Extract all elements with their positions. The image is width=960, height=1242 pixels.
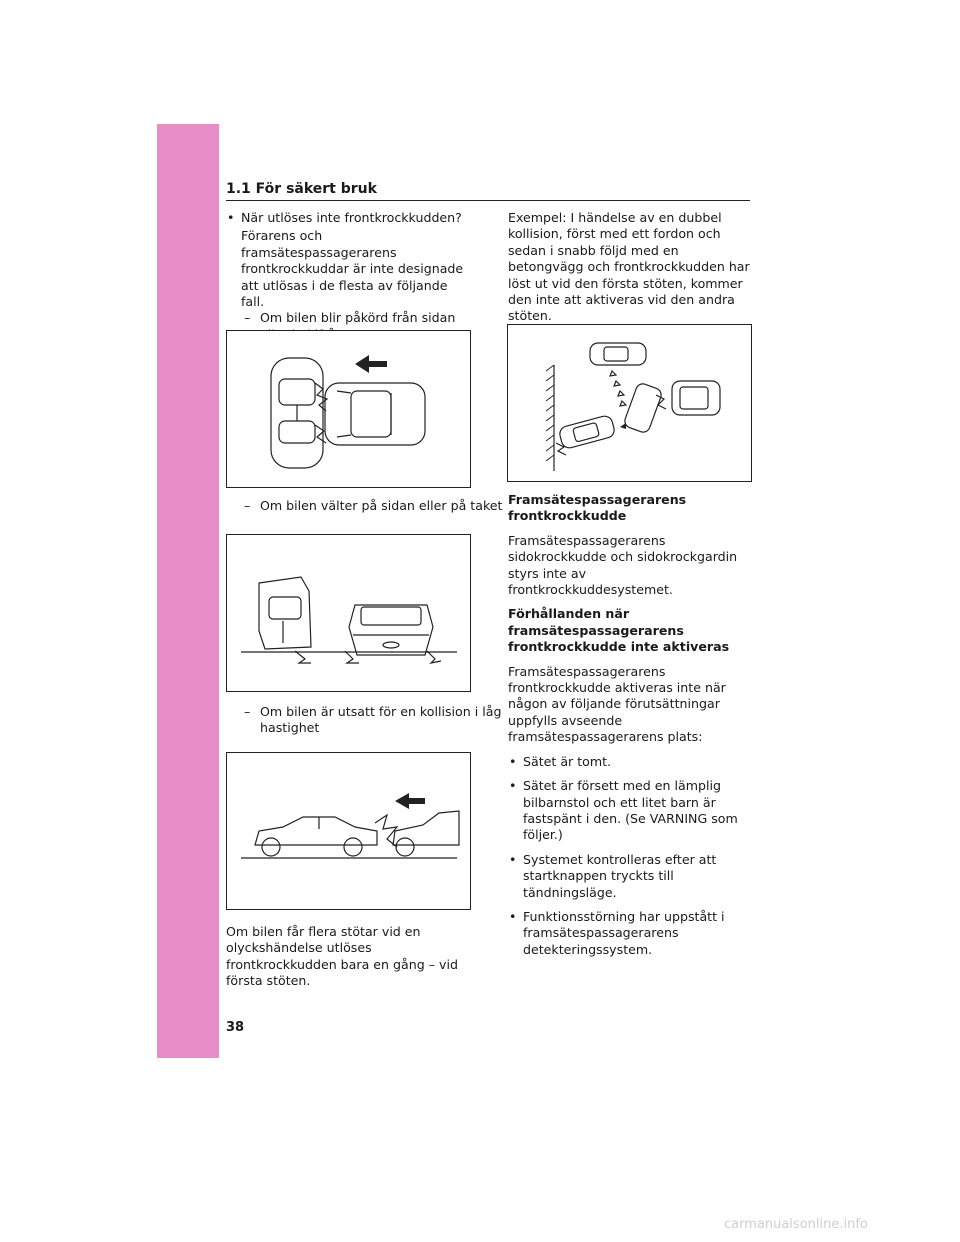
caption-low-speed: – Om bilen är utsatt för en kollision i låg hastighet — [244, 704, 502, 736]
paragraph-conditions: Framsätespassagerarens frontkrockkudde aktiveras inte när någon av följande förutsättningar uppfylls avseende framsätespassagerarens plats: — [508, 663, 726, 745]
example-text: Exempel: I händelse av en dubbel kollision, först med ett fordon och sedan i snabb följd med en betongvägg och frontkrockkudden har löst ut vid den första stöten, kommer den inte att aktiveras vid den andra stöten. — [508, 210, 750, 324]
figure-low-speed — [226, 752, 471, 910]
figure-side-impact — [226, 330, 471, 488]
section-header — [226, 178, 750, 201]
intro-text: Förarens och framsätespassagerarens frontkrockkuddar är inte designade att utlösas i de flesta av följande fall. — [241, 228, 464, 310]
case-side-rear: – Om bilen blir påkörd från sidan — [244, 310, 456, 326]
side-tab-band — [157, 124, 219, 1058]
right-column-bottom — [508, 492, 752, 966]
caption-rollover: – Om bilen välter på sidan eller på taket — [244, 498, 503, 513]
figure-rollover — [226, 534, 471, 692]
condition-item: • Sätet är försett med en lämplig bilbarnstol och ett litet barn är fastspänt i den. (Se VARNING som följer.) — [508, 778, 752, 844]
condition-item: • Funktionsstörning har uppstått i framsätespassagerarens detekteringssystem. — [508, 909, 752, 958]
section-title: 1.1 För säkert bruk — [226, 181, 377, 197]
heading-passenger-airbag: Framsätespassagerarens frontkrockkudde — [508, 492, 687, 524]
footer-text: Om bilen får flera stötar vid en olyckshändelse utlöses frontkrockkudden bara en gång – vid första stöten. — [226, 924, 458, 989]
condition-item: • Systemet kontrolleras efter att startknappen tryckts till tändningsläge. — [508, 852, 752, 901]
bullet-question: • När utlöses inte frontkrockkudden? — [226, 210, 470, 226]
figure-double-collision — [507, 324, 752, 482]
page-number: 38 — [226, 1020, 245, 1035]
heading-not-activated: Förhållanden när framsätespassagerarens frontkrockkudde inte aktiveras — [508, 606, 730, 655]
watermark: carmanualsonline.info — [724, 1217, 868, 1232]
left-column — [226, 210, 470, 343]
paragraph-side-airbag: Framsätespassagerarens sidokrockkudde och sidokrockgardin styrs inte av frontkrockkuddesystemet. — [508, 532, 738, 598]
condition-item: • Sätet är tomt. — [508, 754, 752, 770]
right-column-top — [508, 210, 752, 325]
